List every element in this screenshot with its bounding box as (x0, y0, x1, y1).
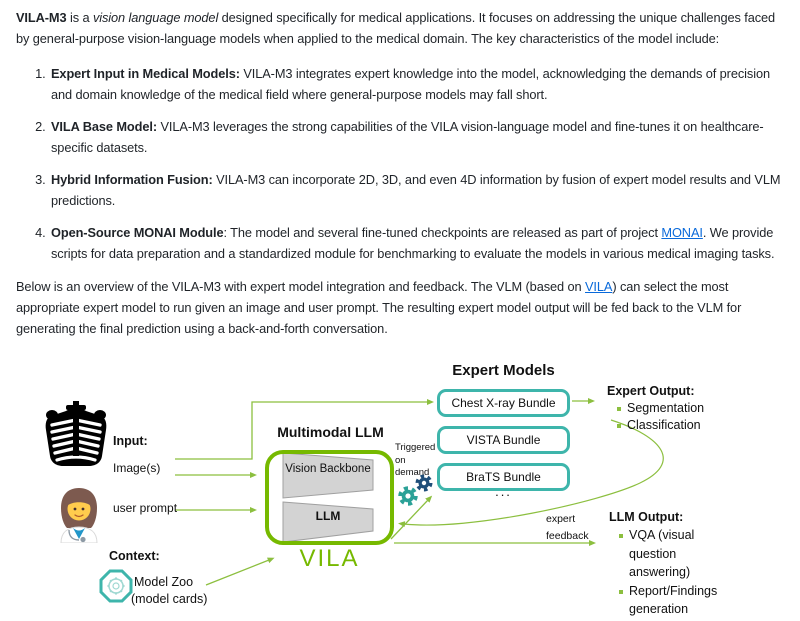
vision-backbone-label: Vision Backbone (285, 463, 371, 475)
list-item-expert-input (49, 63, 788, 105)
expert-output-list (616, 400, 704, 433)
chest-xray-icon (44, 400, 108, 468)
expert-output-item: Classification (616, 417, 704, 434)
inline-link-vila[interactable]: VILA (585, 279, 613, 294)
images-label: Image(s) (113, 461, 161, 475)
model-cards-label: (model cards) (131, 592, 208, 606)
multimodal-llm-title: Multimodal LLM (277, 424, 384, 440)
overview-paragraph (16, 276, 788, 339)
input-label: Input: (113, 434, 148, 448)
user-prompt-label: user prompt (113, 501, 178, 515)
text-segment: Open-Source MONAI Module (51, 225, 224, 240)
text-segment: designed specifically for medical applications. It focuses on addressing the unique challenges faced by general-purpose vision-language models when applied to the medical domain. The key characteristics of the model include: (16, 10, 776, 46)
text-segment: Below is an overview of the VILA-M3 with expert model integration and feedback. The VLM (based on (16, 279, 585, 294)
llm-label: LLM (315, 509, 341, 523)
chest-xray-bundle-box: Chest X-ray Bundle (437, 389, 570, 417)
text-segment: : The model and several fine-tuned checkpoints are released as part of project (223, 225, 662, 240)
triggered-on-demand-label: Triggered on demand (395, 442, 436, 478)
text-segment: VILA-M3 integrates expert knowledge into the model, acknowledging the demands of precision and domain knowledge of the medical field where general-purpose models may fall short. (51, 66, 770, 102)
text-segment: VILA Base Model: (51, 119, 158, 134)
doctor-emoji-icon (56, 487, 102, 543)
text-segment: Expert Input in Medical Models: (51, 66, 240, 81)
list-item-vila-base (49, 116, 788, 158)
llm-output-title: LLM Output: (609, 510, 684, 524)
expert-models-title: Expert Models (452, 362, 555, 379)
brats-bundle-box: BraTS Bundle (437, 463, 570, 491)
expert-output-title: Expert Output: (607, 384, 695, 398)
text-segment: is a (66, 10, 93, 25)
expert-feedback-label: expert feedback (546, 513, 589, 542)
list-item-open-source (49, 222, 788, 264)
gear-icon-teal (401, 489, 416, 504)
text-segment: . We provide scripts for data preparation and a standardized module for benchmarking to evaluate the models in various medical imaging tasks. (51, 225, 775, 261)
vila-label: VILA (299, 545, 360, 572)
text-segment: VILA-M3 (16, 10, 67, 25)
text-segment: vision language model (92, 10, 219, 25)
arrow-modelzoo-to-vila (206, 560, 269, 585)
expert-output-item: Segmentation (616, 400, 704, 417)
llm-output-list (618, 526, 718, 619)
arrow-llm-triggers-experts (391, 500, 428, 539)
context-label: Context: (109, 549, 160, 563)
text-segment: VILA-M3 leverages the strong capabilities of the VILA vision-language model and fine-tunes it on healthcare-specific datasets. (51, 119, 764, 155)
llm-output-item: VQA (visual question answering) (618, 526, 715, 582)
monai-model-zoo-icon (99, 569, 133, 603)
inline-link-monai[interactable]: MONAI (661, 225, 703, 240)
text-segment: VILA-M3 can incorporate 2D, 3D, and even 4D information by fusion of expert model results and VLM predictions. (51, 172, 781, 208)
text-segment: ) can select the most appropriate expert model to run given an image and user prompt. The resulting expert model output will be fed back to the VLM for generating the final prediction using a back-and-forth conversation. (16, 279, 742, 336)
llm-output-item: Report/Findings generation (618, 582, 715, 619)
more-bundles-ellipsis: ... (495, 484, 512, 499)
list-item-hybrid-fusion (49, 169, 788, 211)
vista-bundle-box: VISTA Bundle (437, 426, 570, 454)
key-characteristics-list (16, 63, 788, 264)
text-segment: Hybrid Information Fusion: (51, 172, 213, 187)
architecture-diagram (0, 353, 800, 621)
model-zoo-label: Model Zoo (134, 575, 194, 589)
intro-paragraph (16, 7, 788, 49)
